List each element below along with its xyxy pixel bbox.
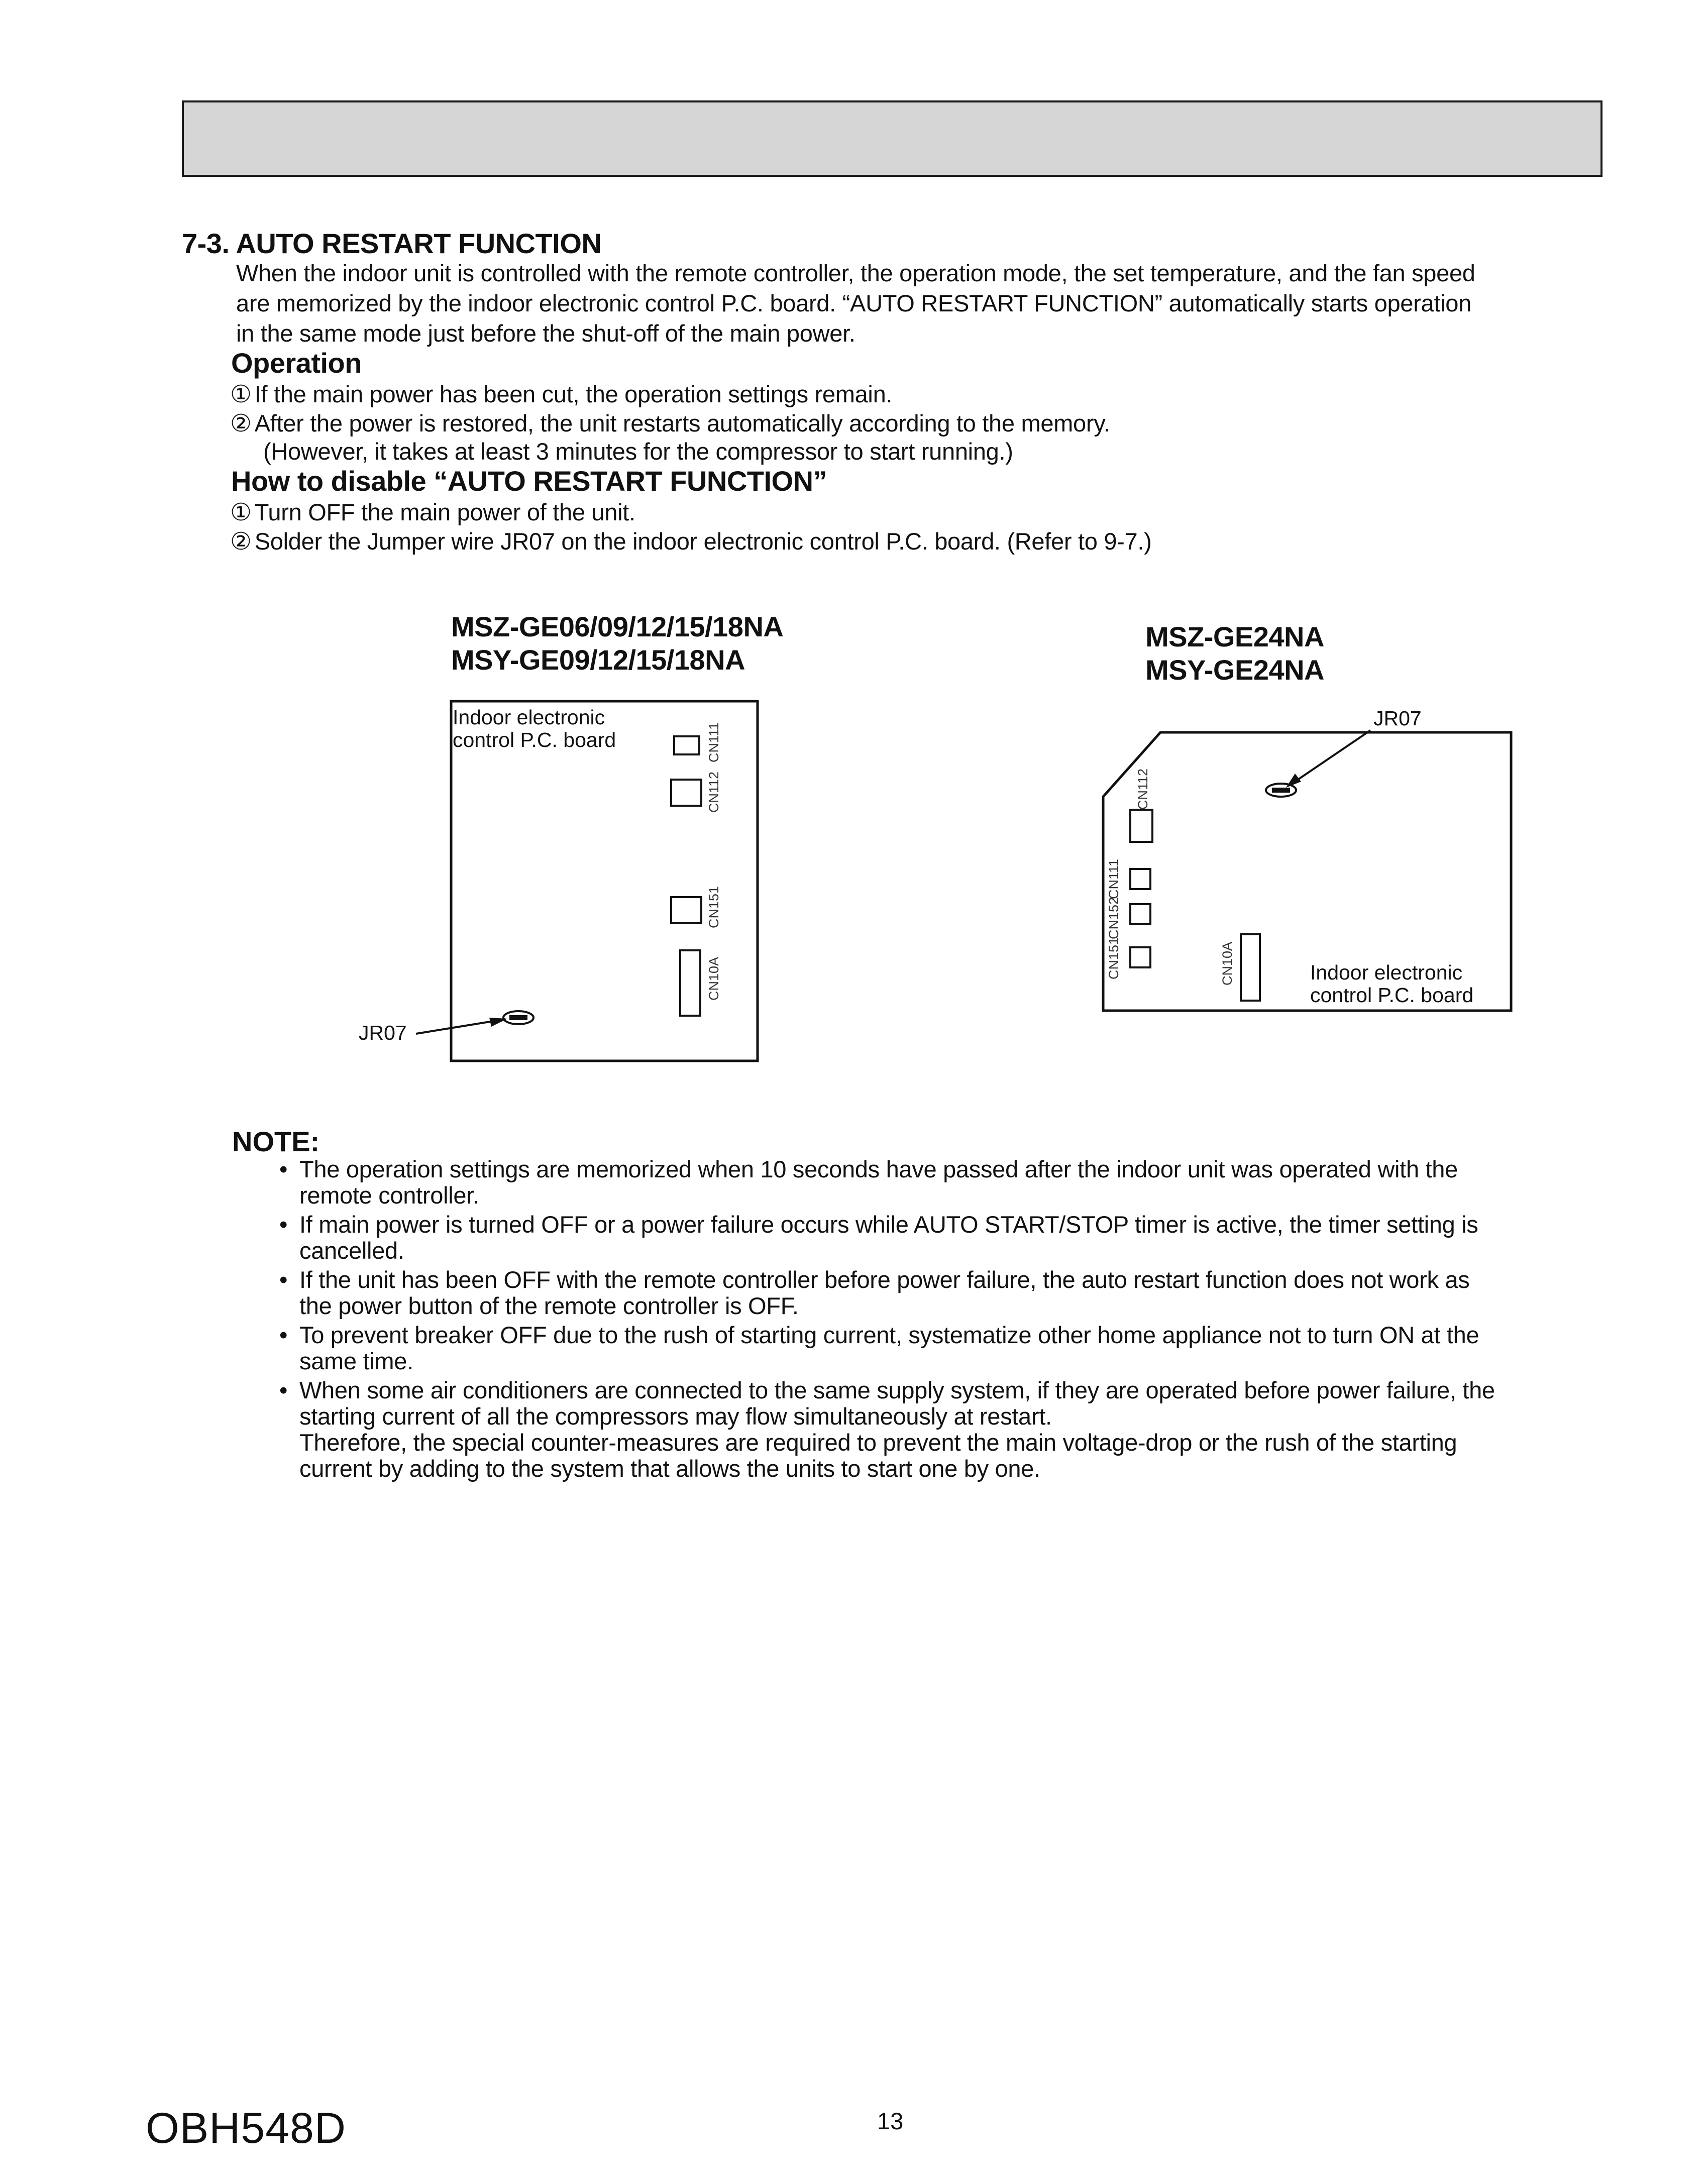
intro-line: When the indoor unit is controlled with the remote controller, the operation mode, the set temperature, and the fan speed bbox=[236, 260, 1475, 286]
left-jumper-arrowhead bbox=[489, 1018, 507, 1027]
right-label-cn111: CN111 bbox=[1106, 858, 1121, 899]
model-name: MSY-GE09/12/15/18NA bbox=[451, 644, 745, 676]
note-item bbox=[279, 1212, 1606, 1264]
header-band bbox=[182, 100, 1603, 177]
right-label-cn10a: CN10A bbox=[1220, 941, 1235, 986]
connector-cn152 bbox=[1130, 904, 1150, 924]
board-label-line: Indoor electronic bbox=[453, 706, 605, 729]
section-title: 7-3. AUTO RESTART FUNCTION bbox=[182, 228, 602, 259]
intro-line: in the same mode just before the shut-off of the main power. bbox=[236, 320, 856, 347]
connector-cn111 bbox=[674, 736, 699, 754]
left-board-label bbox=[453, 706, 616, 751]
document-code: OBH548D bbox=[146, 2104, 346, 2152]
connector-cn151 bbox=[671, 897, 701, 923]
right-jumper-jr07 bbox=[1266, 784, 1296, 797]
note-line: • When some air conditioners are connected to the same supply system, if they are operated before power failure, the bbox=[299, 1377, 1495, 1403]
note-line: • If the unit has been OFF with the remote controller before power failure, the auto restart function does not work as bbox=[299, 1266, 1470, 1293]
connector-cn111 bbox=[1130, 869, 1150, 889]
note-item bbox=[279, 1156, 1606, 1209]
connector-cn10a bbox=[1241, 934, 1260, 1001]
right-model-names bbox=[1145, 620, 1324, 687]
connector-cn112 bbox=[671, 780, 701, 806]
note-line: • To prevent breaker OFF due to the rush of starting current, systematize other home appliance not to turn ON at the bbox=[299, 1322, 1479, 1348]
connector-cn151 bbox=[1130, 947, 1150, 967]
step-text: Solder the Jumper wire JR07 on the indoor electronic control P.C. board. (Refer to 9-7.) bbox=[254, 528, 1152, 555]
model-name: MSZ-GE06/09/12/15/18NA bbox=[451, 611, 784, 642]
right-label-cn112: CN112 bbox=[1135, 768, 1150, 810]
note-line: cancelled. bbox=[299, 1237, 404, 1264]
note-line: starting current of all the compressors may flow simultaneously at restart. bbox=[299, 1403, 1052, 1430]
right-board-label bbox=[1310, 961, 1473, 1007]
body-text bbox=[236, 258, 1613, 349]
step-text: If the main power has been cut, the operation settings remain. bbox=[254, 381, 893, 407]
connector-cn112 bbox=[1130, 810, 1152, 842]
note-line: current by adding to the system that allows the units to start one by one. bbox=[299, 1455, 1040, 1482]
right-label-cn151: CN151 bbox=[1106, 937, 1121, 979]
board-label-line: control P.C. board bbox=[1310, 984, 1474, 1007]
note-title: NOTE: bbox=[232, 1126, 320, 1157]
operation-title: Operation bbox=[231, 347, 362, 379]
disable-step-2 bbox=[230, 527, 1151, 556]
disable-step-1 bbox=[230, 498, 635, 526]
connector-cn10a bbox=[680, 950, 700, 1016]
left-label-cn111: CN111 bbox=[706, 722, 721, 762]
step-marker: ① bbox=[230, 381, 252, 408]
note-item bbox=[279, 1377, 1606, 1482]
note-list bbox=[279, 1156, 1606, 1485]
intro-line: are memorized by the indoor electronic control P.C. board. “AUTO RESTART FUNCTION” automatically starts operation bbox=[236, 290, 1471, 316]
note-line: remote controller. bbox=[299, 1182, 479, 1209]
left-jumper-label: JR07 bbox=[359, 1021, 407, 1044]
step-text: Turn OFF the main power of the unit. bbox=[254, 499, 635, 525]
right-jumper-label: JR07 bbox=[1373, 707, 1422, 730]
note-line: Therefore, the special counter-measures are required to prevent the main voltage-drop or the rush of the starting bbox=[299, 1429, 1457, 1456]
disable-title: How to disable “AUTO RESTART FUNCTION” bbox=[231, 465, 827, 497]
model-name: MSZ-GE24NA bbox=[1145, 621, 1324, 652]
operation-step-1 bbox=[230, 380, 892, 408]
step-marker: ② bbox=[230, 410, 252, 437]
right-label-cn152: CN152 bbox=[1106, 897, 1121, 939]
left-label-cn10a: CN10A bbox=[706, 956, 721, 1001]
step-marker: ① bbox=[230, 499, 252, 526]
note-item bbox=[279, 1267, 1606, 1319]
note-item bbox=[279, 1322, 1606, 1374]
left-label-cn112: CN112 bbox=[706, 771, 721, 813]
model-name: MSY-GE24NA bbox=[1145, 654, 1324, 686]
note-line: the power button of the remote controller is OFF. bbox=[299, 1292, 799, 1319]
operation-step-2 bbox=[230, 409, 1110, 438]
operation-step-2-note: (However, it takes at least 3 minutes for the compressor to start running.) bbox=[263, 438, 1013, 465]
step-text: After the power is restored, the unit restarts automatically according to the memory. bbox=[254, 410, 1110, 437]
left-jumper-jr07 bbox=[503, 1011, 533, 1024]
board-label-line: control P.C. board bbox=[453, 728, 616, 751]
page-number: 13 bbox=[877, 2108, 904, 2134]
board-label-line: Indoor electronic bbox=[1310, 961, 1463, 984]
left-model-names bbox=[451, 610, 783, 677]
right-jumper-leader-line bbox=[1289, 730, 1370, 786]
step-marker: ② bbox=[230, 528, 252, 555]
note-line: same time. bbox=[299, 1348, 413, 1374]
note-line: • The operation settings are memorized when 10 seconds have passed after the indoor unit was operated with the bbox=[299, 1156, 1458, 1182]
note-line: • If main power is turned OFF or a power failure occurs while AUTO START/STOP timer is active, the timer setting is bbox=[299, 1211, 1478, 1238]
left-label-cn151: CN151 bbox=[706, 886, 721, 928]
